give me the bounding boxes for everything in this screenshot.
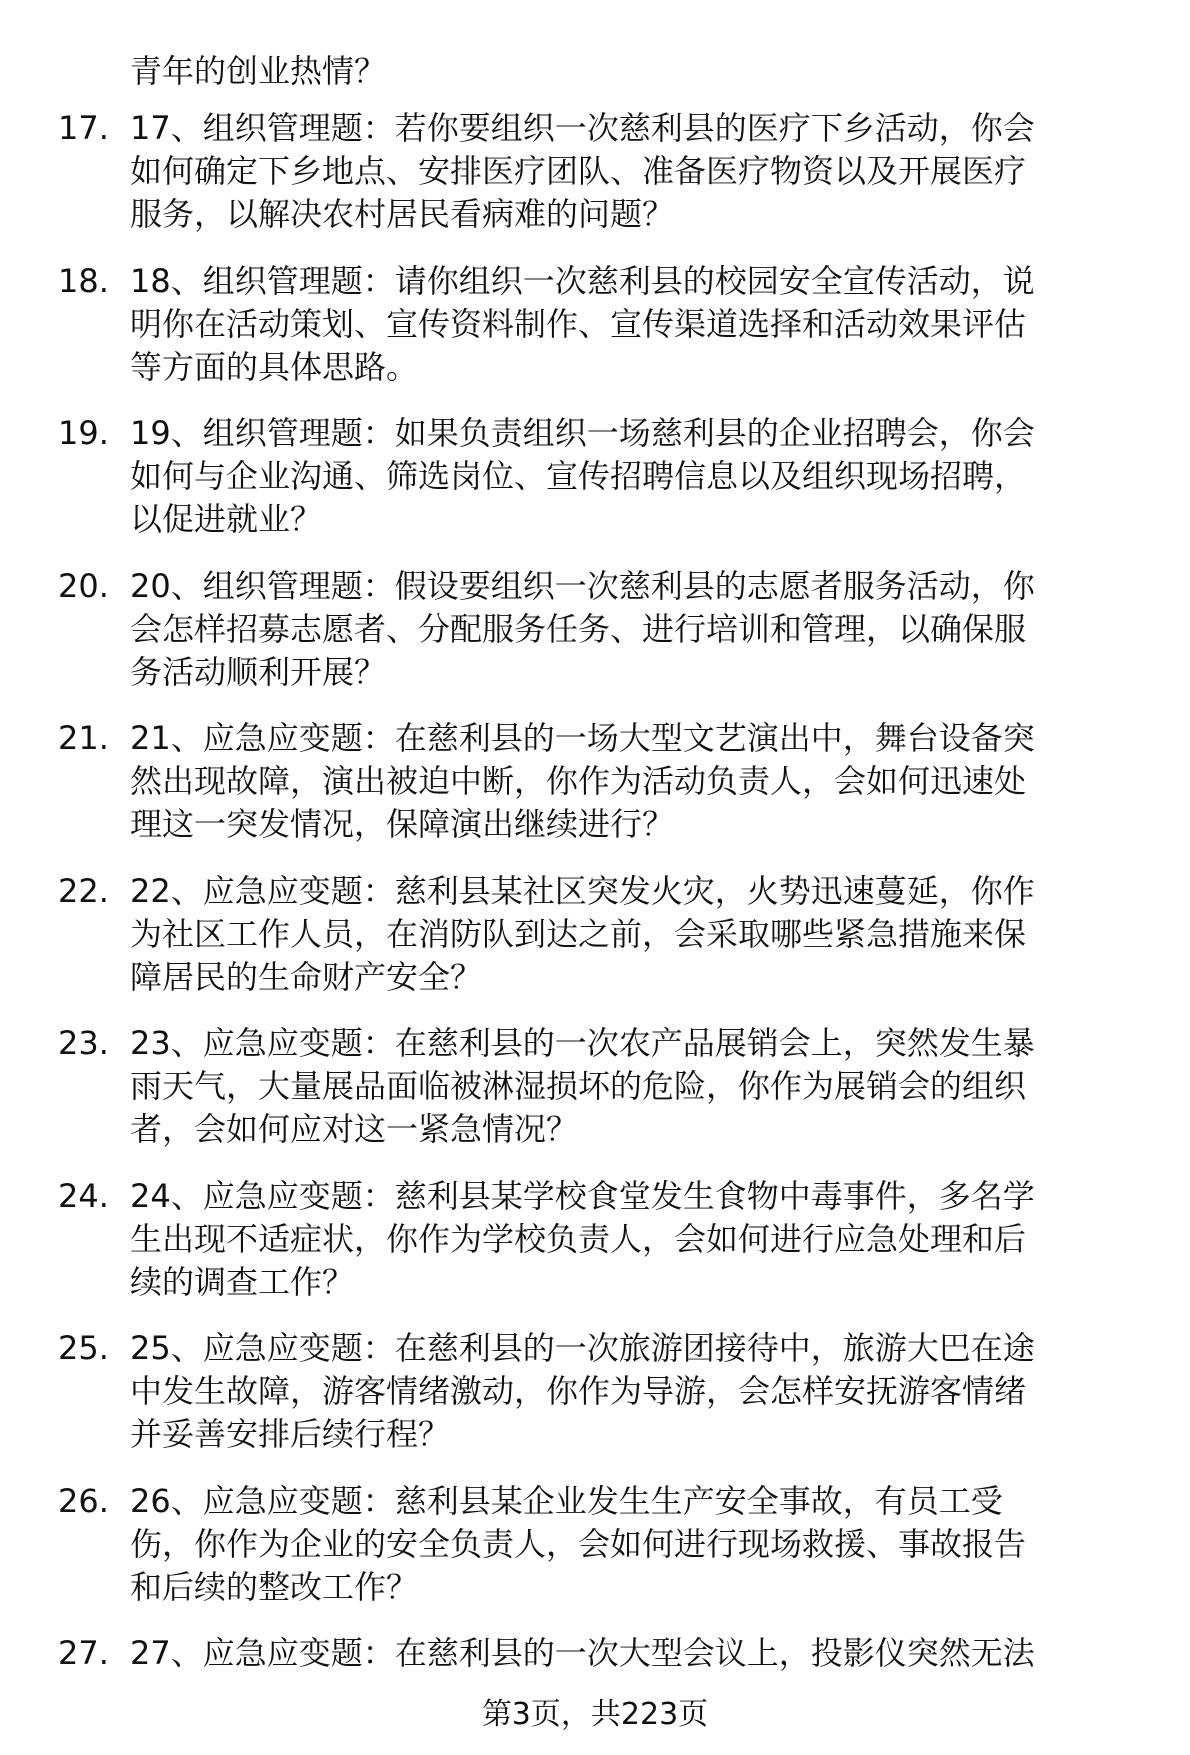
question-line: 24、应急应变题：慈利县某学校食堂发生食物中毒事件，多名学 <box>130 1177 1035 1215</box>
question-line: 并妥善安排后续行程？ <box>130 1415 451 1453</box>
question-line: 以促进就业？ <box>130 500 323 538</box>
question-number: 24. <box>58 1177 109 1215</box>
question-line: 障居民的生命财产安全？ <box>130 958 483 996</box>
question-line: 26、应急应变题：慈利县某企业发生生产安全事故，有员工受 <box>130 1482 1003 1520</box>
question-text <box>130 1022 1150 1151</box>
question-line: 25、应急应变题：在慈利县的一次旅游团接待中，旅游大巴在途 <box>130 1329 1035 1367</box>
question-line: 20、组织管理题：假设要组织一次慈利县的志愿者服务活动，你 <box>130 567 1035 605</box>
question-number: 21. <box>58 719 109 757</box>
continuation-text: 青年的创业热情？ <box>130 52 387 90</box>
question-line: 续的调查工作？ <box>130 1263 355 1301</box>
question-line: 然出现故障，演出被迫中断，你作为活动负责人，会如何迅速处 <box>130 762 1027 800</box>
question-number: 27. <box>58 1634 109 1672</box>
question-line: 理这一突发情况，保障演出继续进行？ <box>130 805 675 843</box>
question-line: 为社区工作人员，在消防队到达之前，会采取哪些紧急措施来保 <box>130 915 1027 953</box>
question-line: 和后续的整改工作？ <box>130 1568 419 1606</box>
question-text <box>130 870 1150 999</box>
question-text <box>130 1632 1150 1675</box>
question-line: 17、组织管理题：若你要组织一次慈利县的医疗下乡活动，你会 <box>130 109 1035 147</box>
question-text <box>130 1175 1150 1304</box>
question-line: 服务，以解决农村居民看病难的问题？ <box>130 195 675 233</box>
question-number: 17. <box>58 109 109 147</box>
question-line: 如何确定下乡地点、安排医疗团队、准备医疗物资以及开展医疗 <box>130 152 1027 190</box>
question-number: 20. <box>58 567 109 605</box>
question-number: 23. <box>58 1024 109 1062</box>
question-number: 25. <box>58 1329 109 1367</box>
question-line: 明你在活动策划、宣传资料制作、宣传渠道选择和活动效果评估 <box>130 305 1027 343</box>
question-line: 22、应急应变题：慈利县某社区突发火灾，火势迅速蔓延，你作 <box>130 872 1035 910</box>
question-text <box>130 717 1150 846</box>
question-line: 务活动顺利开展？ <box>130 653 387 691</box>
question-text <box>130 1327 1150 1456</box>
question-line: 雨天气，大量展品面临被淋湿损坏的危险，你作为展销会的组织 <box>130 1067 1027 1105</box>
question-number: 22. <box>58 872 109 910</box>
question-line: 23、应急应变题：在慈利县的一次农产品展销会上，突然发生暴 <box>130 1024 1035 1062</box>
question-line: 等方面的具体思路。 <box>130 348 419 386</box>
page-footer: 第3页，共223页 <box>481 1697 709 1732</box>
question-line: 会怎样招募志愿者、分配服务任务、进行培训和管理，以确保服 <box>130 610 1027 648</box>
question-text <box>130 107 1150 236</box>
question-line: 伤，你作为企业的安全负责人，会如何进行现场救援、事故报告 <box>130 1525 1027 1563</box>
question-number: 18. <box>58 262 109 300</box>
question-text <box>130 565 1150 694</box>
question-text <box>130 1480 1150 1609</box>
question-text <box>130 260 1150 389</box>
question-line: 21、应急应变题：在慈利县的一场大型文艺演出中，舞台设备突 <box>130 719 1035 757</box>
question-line: 18、组织管理题：请你组织一次慈利县的校园安全宣传活动，说 <box>130 262 1035 300</box>
question-line: 生出现不适症状，你作为学校负责人，会如何进行应急处理和后 <box>130 1220 1027 1258</box>
question-line: 27、应急应变题：在慈利县的一次大型会议上，投影仪突然无法 <box>130 1634 1035 1672</box>
question-line: 如何与企业沟通、筛选岗位、宣传招聘信息以及组织现场招聘， <box>130 457 1027 495</box>
question-line: 19、组织管理题：如果负责组织一场慈利县的企业招聘会，你会 <box>130 414 1035 452</box>
question-number: 19. <box>58 414 109 452</box>
question-line: 中发生故障，游客情绪激动，你作为导游，会怎样安抚游客情绪 <box>130 1372 1027 1410</box>
question-number: 26. <box>58 1482 109 1520</box>
question-line: 者，会如何应对这一紧急情况？ <box>130 1110 579 1148</box>
question-text <box>130 412 1150 541</box>
